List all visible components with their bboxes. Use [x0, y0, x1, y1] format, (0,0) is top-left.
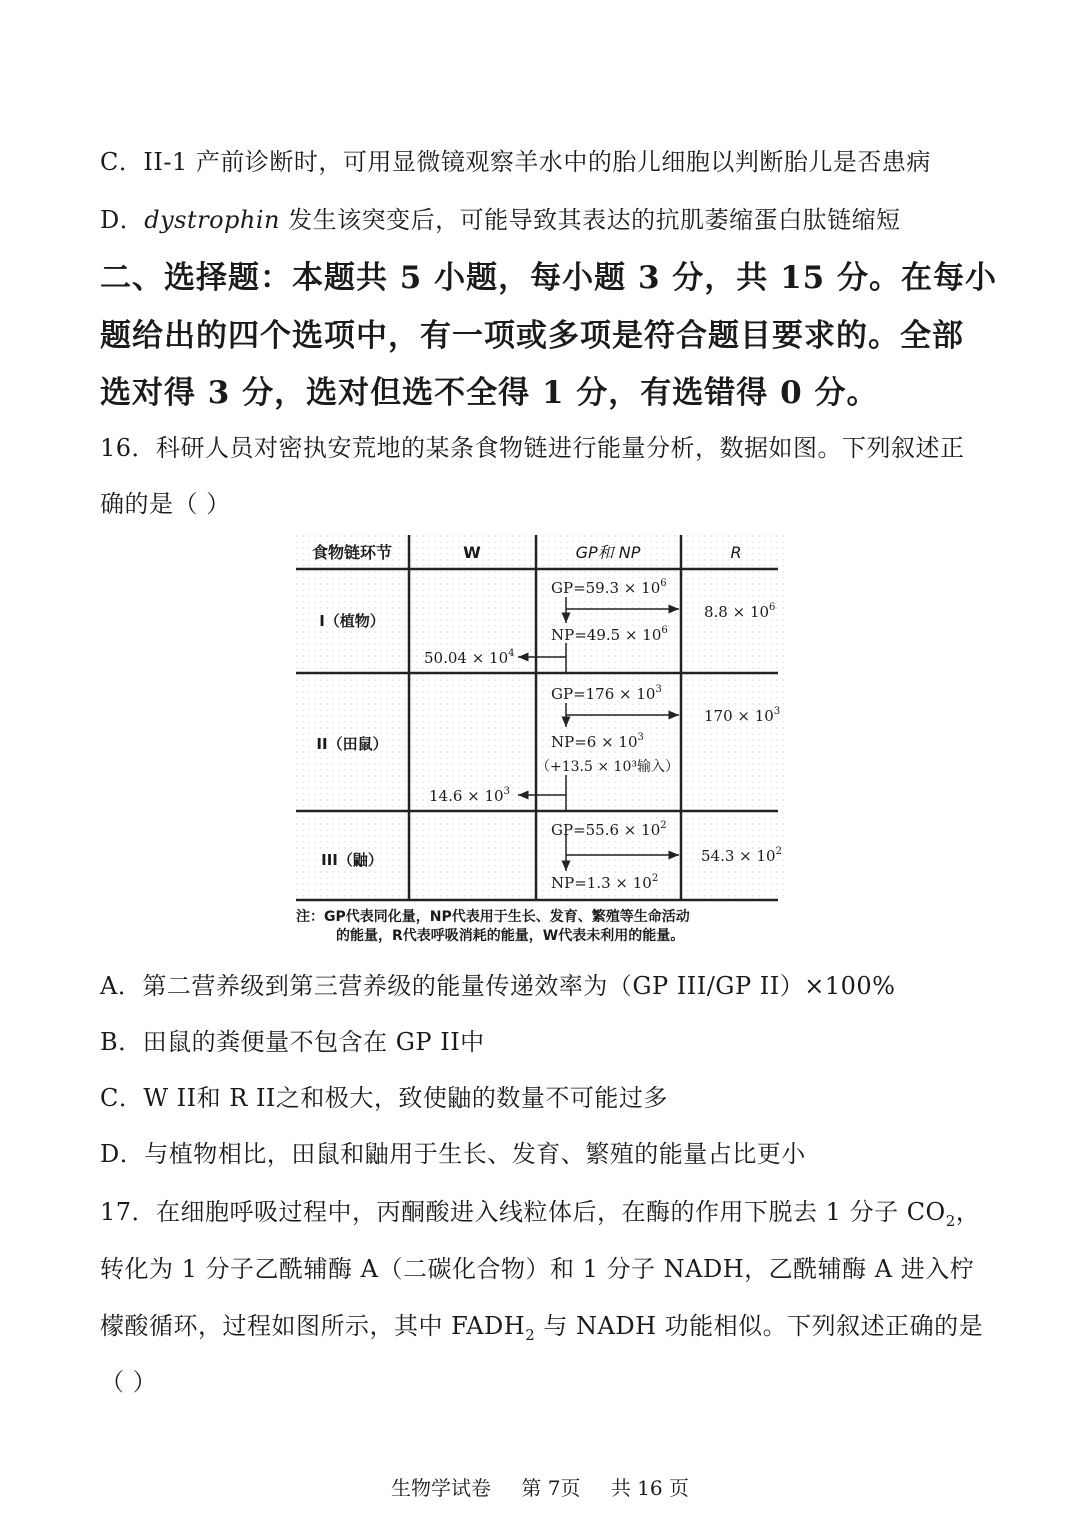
option-d-rest: 发生该突变后，可能导致其表达的抗肌萎缩蛋白肽链缩短: [280, 206, 901, 234]
option-d-prefix: D．: [100, 206, 145, 234]
page-footer: [0, 1472, 1080, 1501]
q16-option-c: C．W II和 R II之和极大，致使鼬的数量不可能过多: [100, 1084, 668, 1112]
w-value-2: $14.6 \times 10^3$: [429, 786, 510, 805]
footer-total: 共 16 页: [610, 1476, 689, 1500]
option-c-prev: C．II-1 产前诊断时，可用显微镜观察羊水中的胎儿细胞以判断胎儿是否患病: [100, 148, 931, 176]
q17-line1-text: 17．在细胞呼吸过程中，丙酮酸进入线粒体后，在酶的作用下脱去 1 分子 CO: [100, 1198, 946, 1226]
gp-value-3: $GP=55.6 \times 10^2$: [551, 820, 667, 839]
q16-option-b: B．田鼠的粪便量不包含在 GP II中: [100, 1028, 485, 1056]
q17-fadh2-subscript: 2: [525, 1325, 536, 1344]
figure-note-line2: 的能量，R代表呼吸消耗的能量，W代表未利用的能量。: [336, 928, 685, 944]
w-value-1: $50.04 \times 10^4$: [424, 648, 515, 667]
header-r: R: [730, 543, 742, 562]
q17-line3: [100, 1306, 983, 1344]
gp-value-2: $GP=176 \times 10^3$: [551, 684, 662, 703]
section-heading-line2: 题给出的四个选项中，有一项或多项是符合题目要求的。全部: [100, 318, 964, 354]
np-value-2: $NP=6 \times 10^3$: [551, 732, 644, 751]
row-label-weasel: III（鼬）: [321, 851, 383, 869]
footer-subject: 生物学试卷: [391, 1476, 491, 1500]
r-value-2: $170 \times 10^3$: [704, 706, 781, 725]
q16-stem-line2: 确的是（ ）: [100, 490, 231, 518]
q17-line1-end: ，: [955, 1198, 981, 1226]
q17-line3-text: 檬酸循环，过程如图所示，其中 FADH: [100, 1312, 526, 1340]
header-gp-np: GP和 NP: [575, 543, 641, 562]
header-w: W: [463, 543, 481, 562]
q17-line4: （ ）: [100, 1368, 158, 1396]
row-label-plant: I（植物）: [319, 612, 385, 630]
q17-line2: 转化为 1 分子乙酰辅酶 A（二碳化合物）和 1 分子 NADH，乙酰辅酶 A 进入柠: [100, 1255, 975, 1283]
q16-stem-line1: 16．科研人员对密执安荒地的某条食物链进行能量分析，数据如图。下列叙述正: [100, 434, 965, 462]
input-note-2: （+13.5 × 10³输入）: [536, 759, 679, 775]
gp-value-1: $GP=59.3 \times 10^6$: [551, 578, 667, 597]
q17-line1: [100, 1192, 980, 1230]
row-label-vole: II（田鼠）: [316, 735, 388, 753]
r-value-3: $54.3 \times 10^2$: [701, 846, 782, 865]
q16-option-d: D．与植物相比，田鼠和鼬用于生长、发育、繁殖的能量占比更小: [100, 1140, 806, 1168]
figure-note-line1: 注：GP代表同化量，NP代表用于生长、发育、繁殖等生命活动: [296, 909, 690, 925]
q17-line3-end: 与 NADH 功能相似。下列叙述正确的是: [535, 1312, 984, 1340]
footer-page: 第 7页: [521, 1476, 581, 1500]
header-chain: 食物链环节: [311, 543, 393, 562]
np-value-3: $NP=1.3 \times 10^2$: [551, 873, 659, 892]
q17-co2-subscript: 2: [945, 1211, 956, 1230]
r-value-1: $8.8 \times 10^6$: [704, 602, 776, 621]
section-heading-line1: 二、选择题：本题共 5 小题，每小题 3 分，共 15 分。在每小: [100, 260, 998, 296]
gene-name: dystrophin: [144, 206, 281, 234]
energy-flow-figure: [296, 535, 786, 945]
section-heading-line3: 选对得 3 分，选对但选不全得 1 分，有选错得 0 分。: [100, 375, 879, 411]
np-value-1: $NP=49.5 \times 10^6$: [551, 625, 668, 644]
q16-option-a: A．第二营养级到第三营养级的能量传递效率为（GP III/GP II）×100%: [100, 972, 896, 1000]
option-d-prev: [100, 200, 901, 235]
